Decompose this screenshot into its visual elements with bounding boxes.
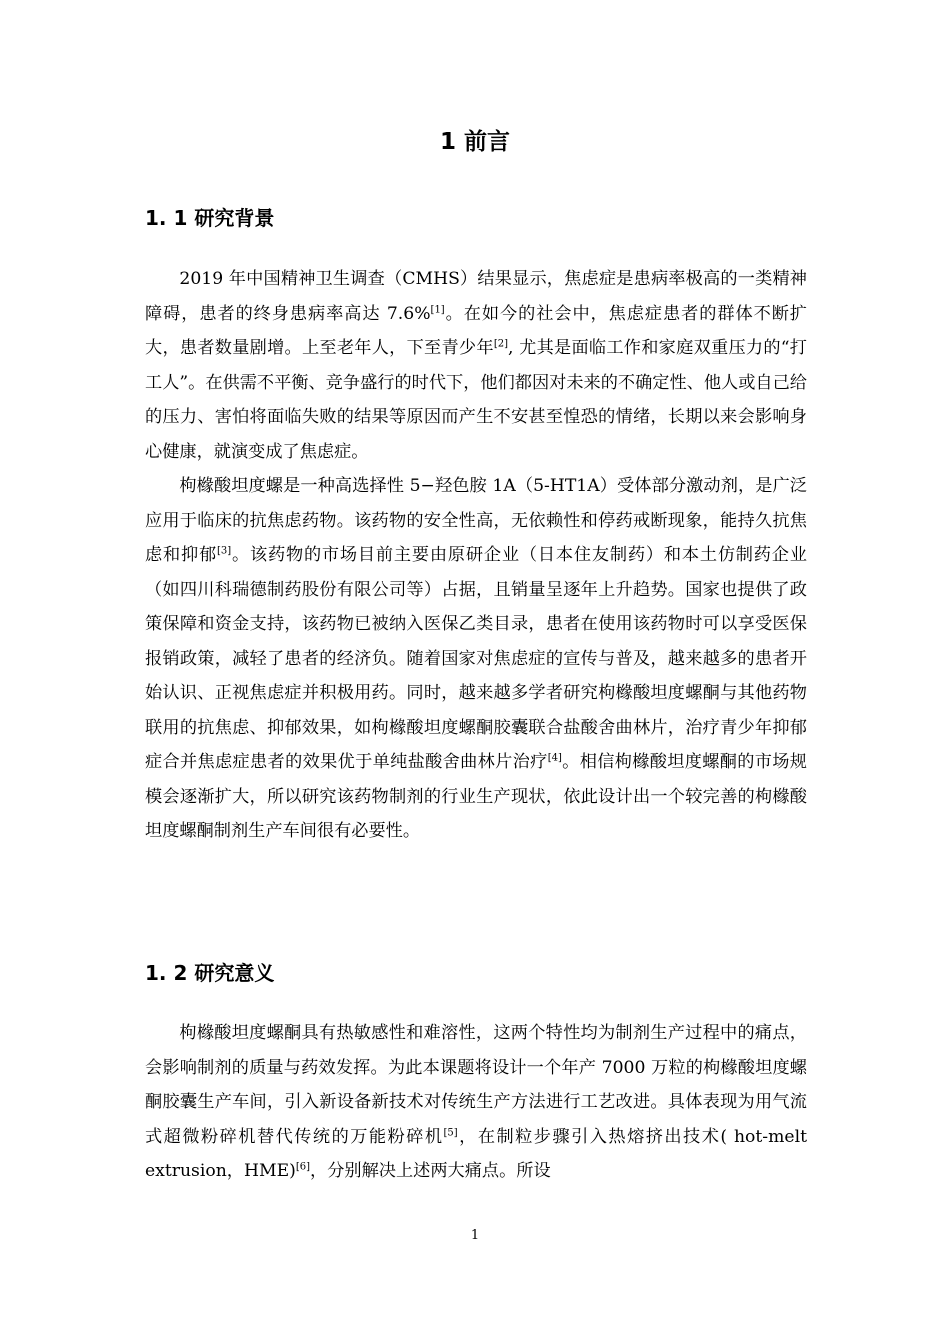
- citation: [5]: [443, 1126, 458, 1138]
- paragraph-text: 枸橼酸坦度螺酮具有热敏感性和难溶性，这两个特性均为制剂生产过程中的痛点，会影响制剂的质量与药效发挥。为此本课题将设计一个年产 7000 万粒的枸橼酸坦度螺酮胶囊生产车间，引入新设备新技术对传统生产方法进行工艺改进。具体表现为用气流式超微粉碎机替代传统的万能粉碎机: [145, 1023, 807, 1147]
- section-heading-background: 1. 1 研究背景: [145, 206, 275, 230]
- page-number: 1: [470, 1228, 480, 1243]
- section-heading-significance: 1. 2 研究意义: [145, 961, 275, 985]
- citation: [1]: [430, 303, 445, 315]
- section-body-significance: [145, 1016, 807, 1189]
- section-body-background: [145, 262, 807, 849]
- citation: [3]: [216, 545, 232, 557]
- citation: [2]: [493, 338, 508, 350]
- paragraph-text: 。在如今的社会中，焦虑症患者的群体不断扩大，患者数量剧增。上至老年人，下至青少年: [145, 303, 807, 358]
- paragraph-text: 。相信枸橼酸坦度螺酮的市场规模会逐渐扩大，所以研究该药物制剂的行业生产现状，依此设计出一个较完善的枸橼酸坦度螺酮制剂生产车间很有必要性。: [145, 752, 807, 841]
- paragraph: [145, 1016, 807, 1189]
- paragraph-text: ，分别解决上述两大痛点。所设: [310, 1161, 551, 1181]
- paragraph-text: 2019 年中国精神卫生调查（CMHS）结果显示，焦虑症是患病率极高的一类精神障碍，患者的终身患病率高达 7.6%: [145, 269, 807, 324]
- paragraph-text: , 尤其是面临工作和家庭双重压力的“打工人”。在供需不平衡、竞争盛行的时代下，他们都因对未来的不确定性、他人或自己给的压力、害怕将面临失败的结果等原因而产生不安甚至惶恐的情绪，长期以来会影响身心健康，就演变成了焦虑症。: [145, 338, 807, 462]
- citation: [4]: [547, 752, 562, 764]
- paragraph: [145, 262, 807, 469]
- citation: [6]: [295, 1161, 310, 1173]
- paragraph-text: 枸橼酸坦度螺是一种高选择性 5−羟色胺 1A（5-HT1A）受体部分激动剂，是广泛应用于临床的抗焦虑药物。该药物的安全性高，无依赖性和停药戒断现象，能持久抗焦虑和抑郁: [145, 476, 807, 565]
- chapter-title: 1 前言: [439, 129, 510, 155]
- paragraph-text: ，在制粒步骤引入热熔挤出技术( hot-melt extrusion，HME): [145, 1126, 807, 1181]
- paragraph-text: 。该药物的市场目前主要由原研企业（日本住友制药）和本土仿制药企业（如四川科瑞德制药股份有限公司等）占据，且销量呈逐年上升趋势。国家也提供了政策保障和资金支持，该药物已被纳入医保乙类目录，患者在使用该药物时可以享受医保报销政策，减轻了患者的经济负。随着国家对焦虑症的宣传与普及，越来越多的患者开始认识、正视焦虑症并积极用药。同时，越来越多学者研究枸橼酸坦度螺酮与其他药物联用的抗焦虑、抑郁效果，如枸橼酸坦度螺酮胶囊联合盐酸舍曲林片，治疗青少年抑郁症合并焦虑症患者的效果优于单纯盐酸舍曲林片治疗: [145, 545, 807, 772]
- paragraph: [145, 469, 807, 849]
